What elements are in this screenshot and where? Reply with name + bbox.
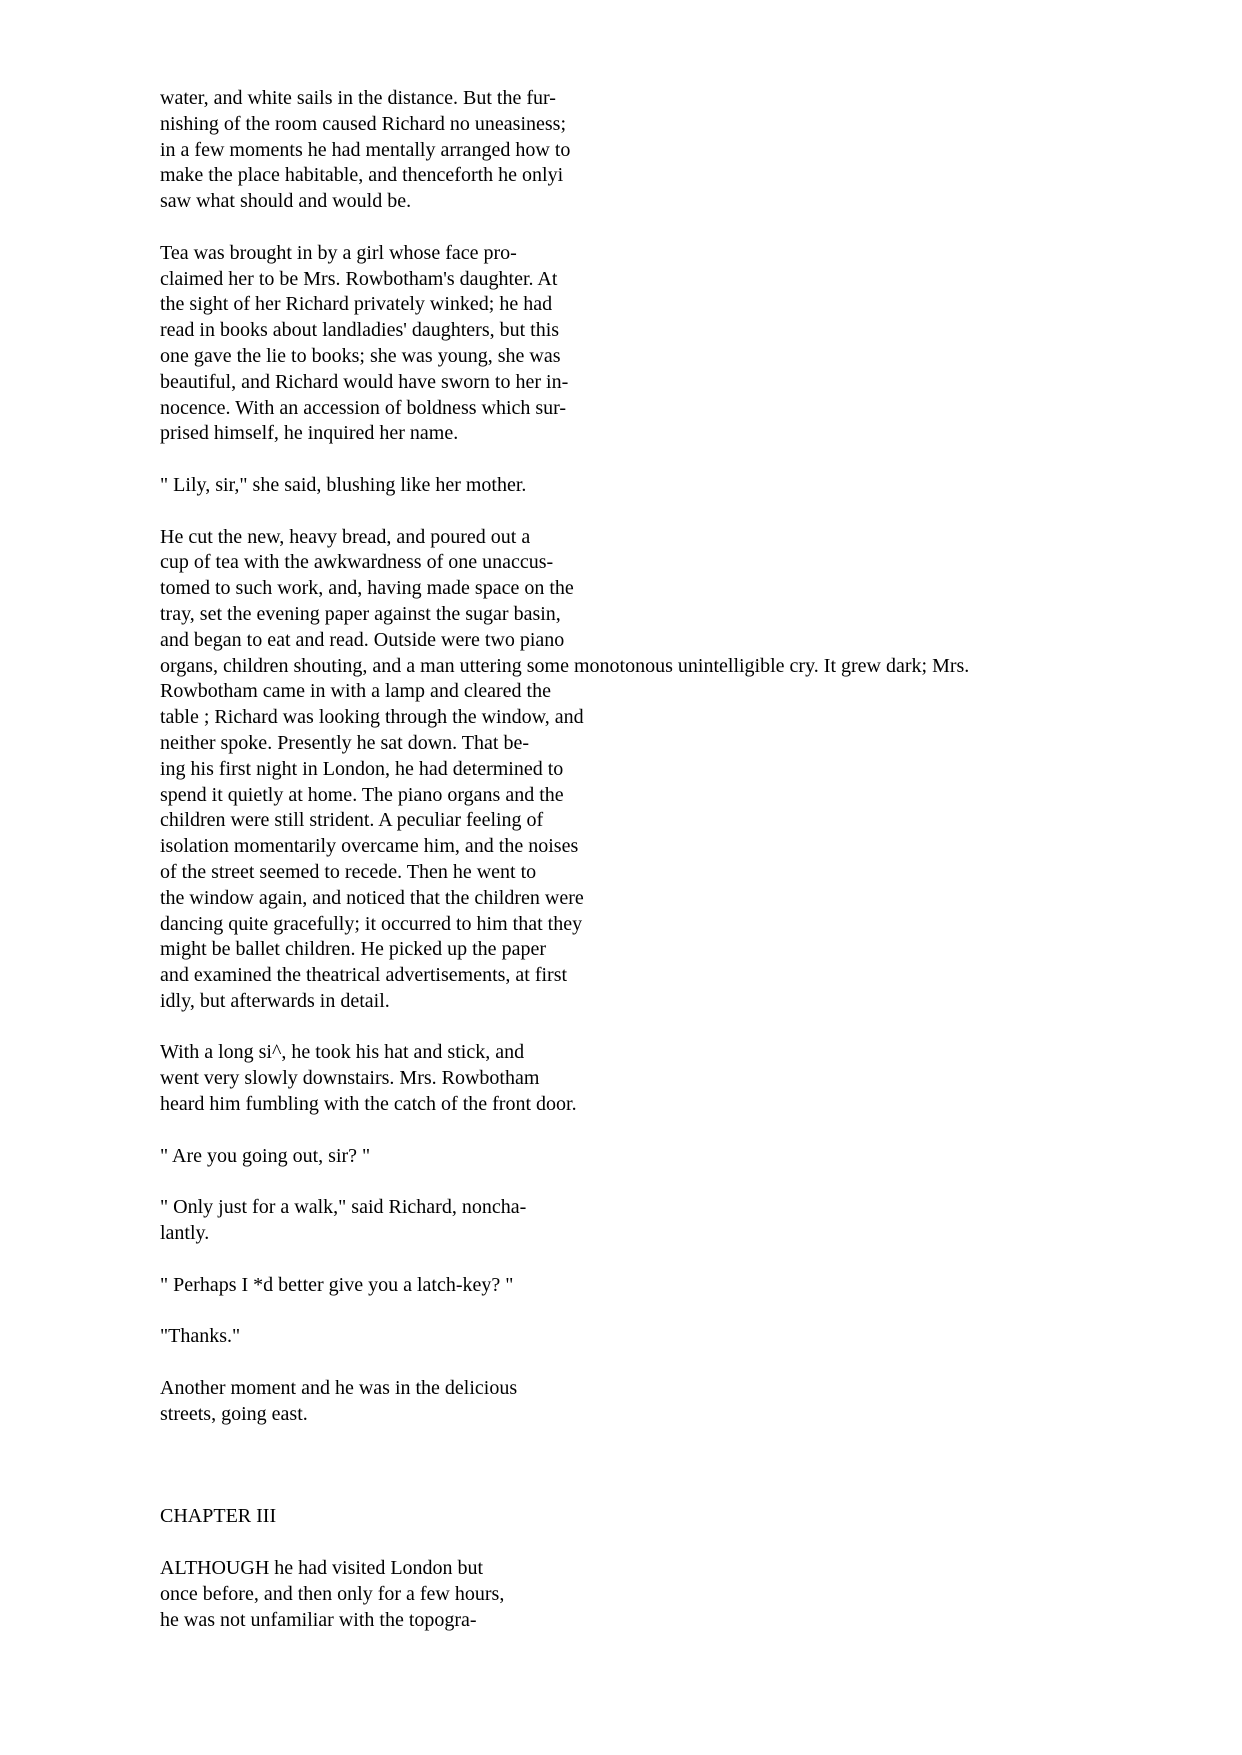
- text-line: and examined the theatrical advertisements, at first: [160, 964, 568, 987]
- text-line: the sight of her Richard privately winked; he had: [160, 293, 553, 316]
- text-line: the window again, and noticed that the children were: [160, 886, 584, 909]
- paragraph-thanks: [160, 1324, 1220, 1350]
- text-line: saw what should and would be.: [160, 190, 412, 213]
- text-line: dancing quite gracefully; it occurred to him that they: [160, 912, 583, 935]
- paragraph-latch-key: [160, 1273, 1220, 1299]
- paragraph-furnishing: [160, 86, 1220, 215]
- text-line: Rowbotham came in with a lamp and cleared the: [160, 680, 551, 703]
- paragraph-chapter-opening: [160, 1556, 1220, 1633]
- text-line: organs, children shouting, and a man uttering some monotonous unintelligible cry. It grew dark; Mrs.: [160, 654, 970, 677]
- text-line: children were still strident. A peculiar feeling of: [160, 809, 544, 832]
- text-line: nocence. With an accession of boldness which sur-: [160, 396, 567, 419]
- text-line: in a few moments he had mentally arranged how to: [160, 138, 571, 161]
- text-line: Another moment and he was in the delicious: [160, 1376, 518, 1399]
- text-line: he was not unfamiliar with the topogra-: [160, 1608, 477, 1631]
- text-line: " Perhaps I *d better give you a latch-key? ": [160, 1273, 514, 1296]
- text-line: tray, set the evening paper against the sugar basin,: [160, 602, 561, 625]
- text-line: claimed her to be Mrs. Rowbotham's daughter. At: [160, 267, 558, 290]
- text-line: ALTHOUGH he had visited London but: [160, 1557, 484, 1580]
- text-line: went very slowly downstairs. Mrs. Rowbotham: [160, 1067, 540, 1090]
- text-line: might be ballet children. He picked up the paper: [160, 938, 546, 961]
- text-line: table ; Richard was looking through the window, and: [160, 706, 584, 729]
- text-line: " Only just for a walk," said Richard, noncha-: [160, 1196, 527, 1219]
- text-line: beautiful, and Richard would have sworn to her in-: [160, 370, 569, 393]
- text-line: cup of tea with the awkwardness of one unaccus-: [160, 551, 554, 574]
- text-line: " Lily, sir," she said, blushing like her mother.: [160, 473, 527, 496]
- text-line: neither spoke. Presently he sat down. That be-: [160, 731, 529, 754]
- paragraph-long-sigh: [160, 1040, 1220, 1117]
- text-line: once before, and then only for a few hours,: [160, 1582, 505, 1605]
- text-line: make the place habitable, and thenceforth he onlyi: [160, 164, 564, 187]
- text-line: With a long si^, he took his hat and stick, and: [160, 1041, 525, 1064]
- text-line: idly, but afterwards in detail.: [160, 989, 390, 1012]
- paragraph-going-out: [160, 1144, 1220, 1170]
- document-page: [160, 86, 1220, 1659]
- text-line: spend it quietly at home. The piano organs and the: [160, 783, 564, 806]
- paragraph-walk: [160, 1195, 1220, 1247]
- paragraph-streets: [160, 1376, 1220, 1428]
- text-line: "Thanks.": [160, 1325, 241, 1348]
- text-line: Tea was brought in by a girl whose face pro-: [160, 241, 517, 264]
- text-line: prised himself, he inquired her name.: [160, 422, 459, 445]
- chapter-title: CHAPTER III: [160, 1505, 277, 1528]
- text-line: of the street seemed to recede. Then he went to: [160, 860, 537, 883]
- text-line: lantly.: [160, 1222, 210, 1245]
- text-line: " Are you going out, sir? ": [160, 1144, 371, 1167]
- text-line: and began to eat and read. Outside were two piano: [160, 628, 565, 651]
- text-line: read in books about landladies' daughters, but this: [160, 319, 560, 342]
- text-line: nishing of the room caused Richard no uneasiness;: [160, 112, 567, 135]
- text-line: one gave the lie to books; she was young, she was: [160, 344, 561, 367]
- text-line: tomed to such work, and, having made space on the: [160, 577, 574, 600]
- text-line: heard him fumbling with the catch of the front door.: [160, 1093, 577, 1116]
- paragraph-bread: [160, 525, 1220, 1015]
- chapter-heading: [160, 1504, 1220, 1530]
- paragraph-tea: [160, 241, 1220, 447]
- text-line: He cut the new, heavy bread, and poured out a: [160, 525, 531, 548]
- text-line: isolation momentarily overcame him, and the noises: [160, 835, 579, 858]
- text-line: streets, going east.: [160, 1402, 308, 1425]
- paragraph-lily: [160, 473, 1220, 499]
- text-line: water, and white sails in the distance. But the fur-: [160, 87, 556, 109]
- text-line: ing his first night in London, he had determined to: [160, 757, 564, 780]
